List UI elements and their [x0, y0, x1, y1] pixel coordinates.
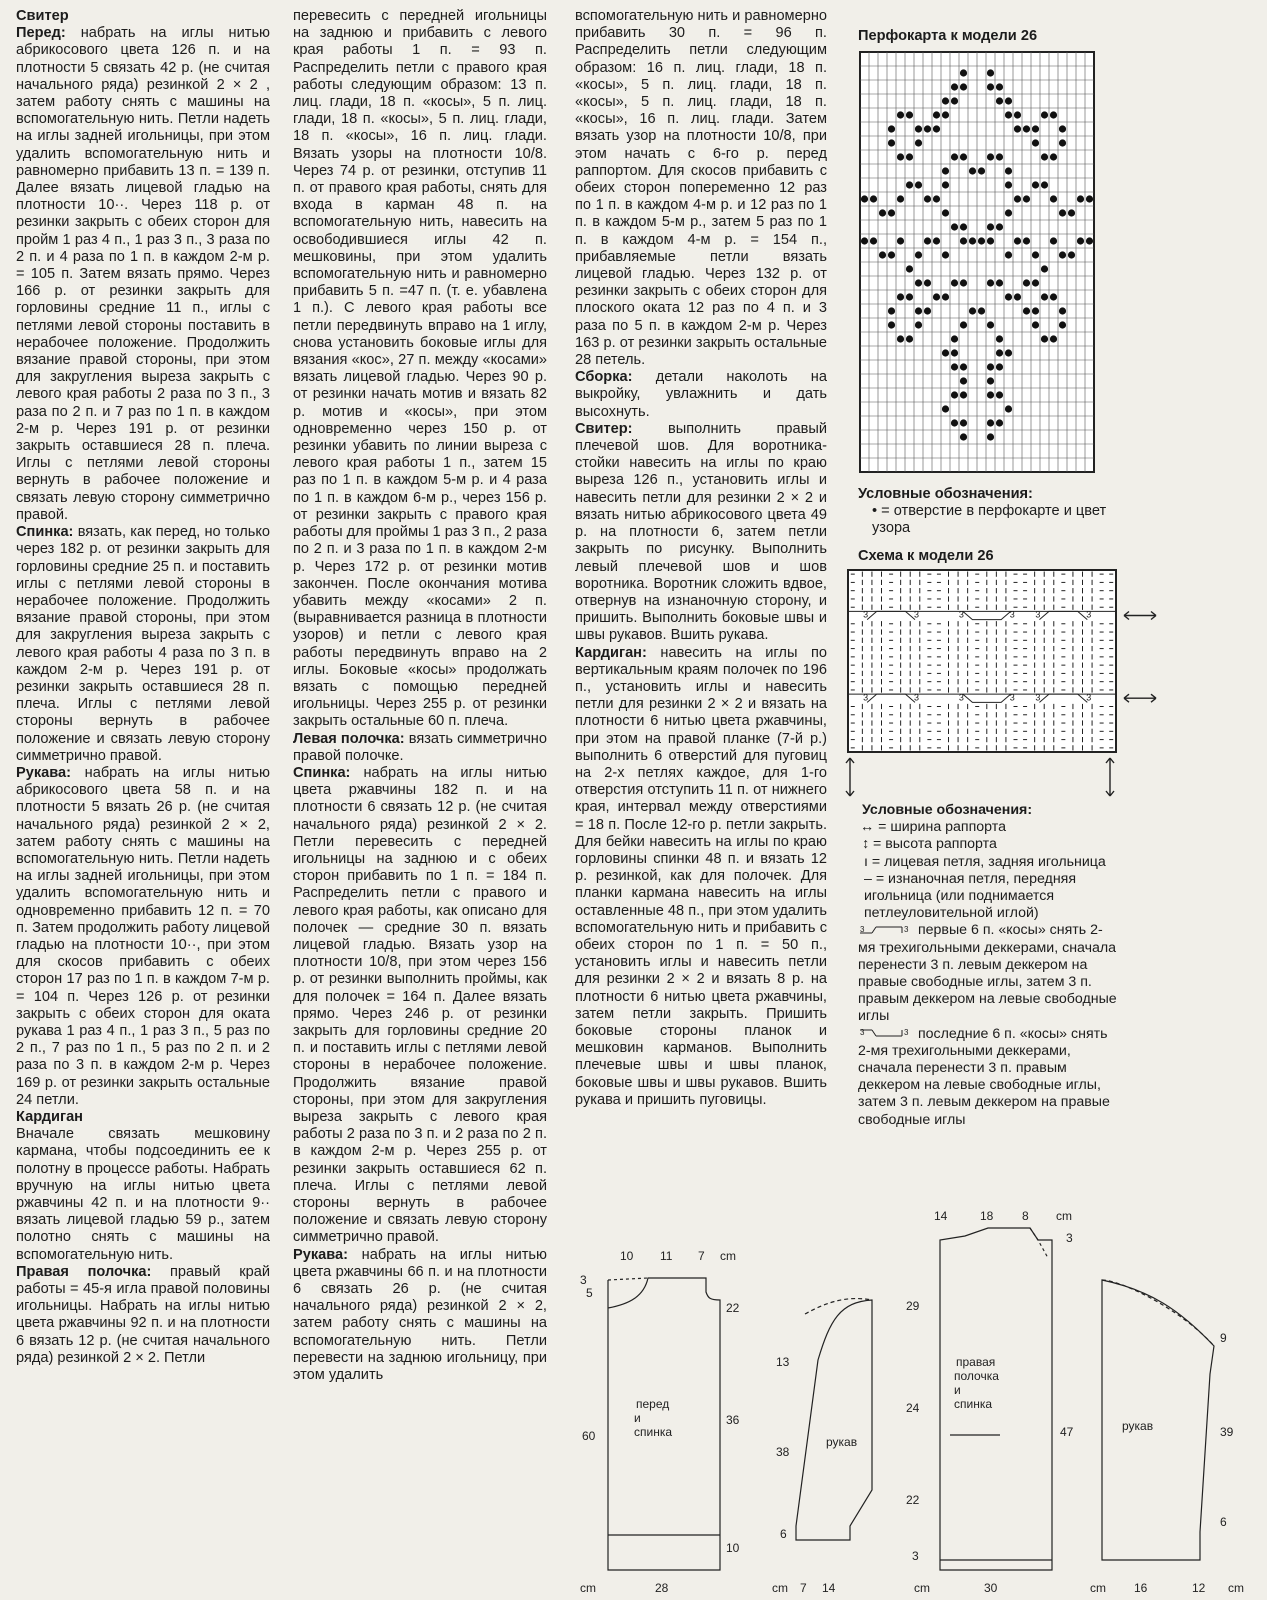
punch-hole: [1014, 237, 1021, 244]
sweater-left-dim-3: 60: [582, 1429, 596, 1443]
punch-hole: [996, 153, 1003, 160]
punch-hole: [1050, 335, 1057, 342]
punch-hole: [1005, 293, 1012, 300]
punch-hole: [1059, 307, 1066, 314]
punch-hole: [942, 97, 949, 104]
col1-heading: Рукава:: [16, 764, 72, 781]
cable-number: 3: [863, 692, 869, 703]
punch-hole: [987, 69, 994, 76]
punch-hole: [951, 349, 958, 356]
scheme-legend-title: Условные обозначения:: [862, 802, 1033, 818]
pattern-pieces: [560, 1200, 1267, 1600]
sleeve2-bottom-dim-unit-2: cm: [1228, 1581, 1244, 1595]
punch-hole: [960, 321, 967, 328]
punch-hole: [879, 251, 886, 258]
punch-hole: [1077, 237, 1084, 244]
col2-heading: Левая полочка:: [293, 730, 405, 747]
punch-hole: [897, 195, 904, 202]
punch-hole: [906, 181, 913, 188]
cardigan-left-dim-1: 29: [906, 1299, 920, 1313]
punch-hole: [915, 139, 922, 146]
col2-paragraph: [293, 8, 547, 731]
col1-paragraph: [16, 1264, 270, 1367]
cardigan-label-1: правая: [956, 1355, 996, 1369]
col2-heading: Рукава:: [293, 1246, 349, 1263]
punch-hole: [1050, 111, 1057, 118]
col3-text: выполнить правый плечевой шов. Для воротника-стойки навесить на иглы по краю выреза 126 п., установить иглы и навесить петли для резинки 2 × 2 и вязать нитью абрикосового цвета 49 р. на плотности 6, затем петли закрыть по рисунку. Выполнить левый плечевой шов и шов воротника. Воротник сложить вдвое, отвернув на изнаночную сторону, и пришить. Выполнить боковые швы и швы рукавов. Вшить рукава.: [575, 420, 827, 644]
cardigan-label-3: и: [954, 1383, 961, 1397]
repeat-height-arrow: [846, 758, 854, 796]
col3-paragraph: [575, 421, 827, 645]
sleeve2-bottom-dim-2: 12: [1192, 1581, 1206, 1595]
punch-hole: [1068, 209, 1075, 216]
punch-hole: [861, 237, 868, 244]
col1-paragraph: [16, 1126, 270, 1264]
punch-hole: [933, 125, 940, 132]
punch-hole: [933, 111, 940, 118]
col1-paragraph: [16, 524, 270, 765]
punch-hole: [1023, 307, 1030, 314]
column-2: [293, 8, 547, 1384]
punch-hole: [987, 83, 994, 90]
punch-hole: [1005, 251, 1012, 258]
punch-hole: [1068, 251, 1075, 258]
punch-hole: [996, 391, 1003, 398]
col1-text: правый край работы = 45-я игла правой половины игольницы. Набрать на иглы нитью цвета ржавчины 92 п. и на плотности 6 вязать 12 р. (не считая начального ряда) резинкой 2 × 2. Петли: [16, 1263, 270, 1366]
cardigan-label-4: спинка: [954, 1397, 993, 1411]
sleeve1-left-dim-2: 38: [776, 1445, 790, 1459]
col2-paragraph: [293, 731, 547, 765]
sweater-top-dim-unit: cm: [720, 1249, 736, 1263]
col3-paragraph: [575, 645, 827, 1109]
punch-hole: [870, 237, 877, 244]
sleeve1-left-dim-1: 13: [776, 1355, 790, 1369]
punch-hole: [1059, 139, 1066, 146]
punch-hole: [906, 335, 913, 342]
punch-hole: [942, 405, 949, 412]
col2-heading: Спинка:: [293, 764, 351, 781]
punch-hole: [933, 293, 940, 300]
legend-cable-last: [858, 1026, 1118, 1129]
punch-hole: [960, 223, 967, 230]
col2-text: перевесить с передней игольницы на заднюю и прибавить с левого края работы 1 п. = 93 п. Распределить петли с правого края работы следующим образом: 13 п. лиц. глади, 18 п. «косы», 5 п. лиц. глади, 18 п. «косы», 5 п. лиц. глади, 18 п. «косы», 16 п. лиц. глади. Вязать узоры на плотности 10/8. Через 74 р. от резинки, отступив 11 п. от правого края работы, снять для входа в карман 48 п. на вспомогательную нить, навесить на освободившиеся иглы 42 п. мешковины, при этом удалить вспомогательную нить и равномерно прибавить 5 п. =47 п. (т. е. убавлена 1 п.). С левого края работы все петли передвинуть вправо на 1 иглу, снова установить боковые иглы для вязания «кос», 27 п. между «косами» вязать лицевой гладью. Через 90 р. от резинки начать мотив и вязать 82 р. мотив и «косы», при этом одновременно через 150 р. от резинки убавить по линии выреза с левого края работы 1 п., затем 15 раз по 1 п. в каждом 5-м р. и 4 раза по 1 п. в каждом 6-м р., через 156 р. от резинки закрыть с правого края работы для проймы 1 раз 3 п., 2 раза по 2 п. и 3 раза по 1 п. в каждом 2-м р. Через 172 р. от резинки мотив закончен. После окончания мотива убавить между «косами» 2 п. (выравнивается разница в плотности узоров) и петли с левого края работы передвинуть вправо на 2 иглы. Боковые «косы» продолжать вязать с помощью передней игольницы. Через 255 р. от резинки закрыть остальные 60 п. плеча.: [293, 8, 547, 730]
cable-number: 3: [1035, 692, 1041, 703]
punch-hole: [987, 237, 994, 244]
punch-hole: [1005, 167, 1012, 174]
punch-hole: [897, 335, 904, 342]
punch-hole: [1032, 125, 1039, 132]
sleeve1-left-dim-3: 6: [780, 1527, 787, 1541]
sleeve2-bottom-dim-1: 16: [1134, 1581, 1148, 1595]
punch-hole: [978, 237, 985, 244]
punch-hole: [942, 293, 949, 300]
punch-hole: [933, 195, 940, 202]
cable-number: 3: [1035, 609, 1041, 620]
punch-hole: [942, 251, 949, 258]
punch-hole: [1041, 111, 1048, 118]
punch-hole: [1041, 153, 1048, 160]
punch-hole: [960, 237, 967, 244]
col3-heading: Свитер:: [575, 420, 633, 437]
repeat-width-arrow: [1124, 612, 1156, 620]
punch-hole: [978, 167, 985, 174]
sweater-left-dim-1: 3: [580, 1273, 587, 1287]
cable-number: 3: [914, 692, 920, 703]
punchcard-legend-item: • = отверстие в перфокарте и цвет узора: [872, 503, 1107, 537]
legend-repeat-height: ↕ = высота раппорта: [862, 836, 997, 853]
cardigan-left-dim-2: 24: [906, 1401, 920, 1415]
col2-paragraph: [293, 765, 547, 1247]
punch-hole: [960, 363, 967, 370]
punch-hole: [1041, 293, 1048, 300]
sweater-sleeve-outline: [796, 1300, 872, 1540]
col1-heading: Правая полочка:: [16, 1263, 152, 1280]
punch-hole: [906, 153, 913, 160]
legend-repeat-width: ↔ = ширина раппорта: [860, 819, 1006, 836]
punch-hole: [1050, 293, 1057, 300]
cardigan-bottom-dim-1: 30: [984, 1581, 998, 1595]
col1-text: набрать на иглы нитью абрикосового цвета 58 п. и на плотности 5 вязать 26 р. (не считая начального ряда) резинкой 2 × 2, затем работу снять с машины на вспомогательную нить. Петли надеть на иглы задней игольницы, при этом удалить вспомогательную нить и одновременно прибавить 12 п. = 70 п. Затем продолжить работу лицевой гладью на плотности 10··, при этом для скосов прибавить с обеих сторон 17 раз по 1 п. в каждом 7-м р. = 104 п. Через 126 р. от резинки закрыть с обеих сторон для оката рукава 1 раз 4 п., 1 раз 3 п., 5 раз по 2 п., 7 раз по 1 п., 5 раз по 2 п. и 2 раза по 3 п. в каждом 2-м р. Через 169 р. от резинки закрыть остальные 24 петли.: [16, 764, 270, 1108]
cable-number: 3: [863, 609, 869, 620]
punch-hole: [924, 279, 931, 286]
punch-hole: [897, 153, 904, 160]
punch-hole: [960, 153, 967, 160]
cable-number: 3: [1086, 692, 1092, 703]
punch-hole: [987, 321, 994, 328]
punch-hole: [996, 83, 1003, 90]
punch-hole: [987, 391, 994, 398]
sweater-bottom-dim-unit: cm: [580, 1581, 596, 1595]
sweater-label-3: спинка: [634, 1425, 673, 1439]
sweater-body-outline: [608, 1278, 720, 1570]
punch-hole: [1059, 321, 1066, 328]
punch-hole: [1059, 251, 1066, 258]
scheme-chart: [838, 568, 1158, 804]
punch-hole: [888, 125, 895, 132]
punch-hole: [987, 363, 994, 370]
punch-hole: [951, 83, 958, 90]
col1-text: набрать на иглы нитью абрикосового цвета 126 п. и на плотности 5 связать 42 р. (не считая начального ряда) резинкой 2 × 2 , затем работу снять с машины на вспомогательную нить. Петли надеть на иглы задней игольницы, при этом удалить вспомогательную нить и равномерно прибавить 13 п. = 139 п. Далее вязать лицевой гладью на плотности 10··. Через 118 р. от резинки закрыть с обеих сторон для пройм 1 раз 4 п., 1 раз 3 п., 3 раза по 2 п. и 4 раза по 1 п. в каждом 2-м р. = 105 п. Затем вязать прямо. Через 166 р. от резинки закрыть для горловины средние 11 п., иглы с петлями левой стороны поставить в нерабочее положение. Продолжить вязание правой стороны, при этом для закругления выреза закрыть с левого края работы 2 раза по 3 п., 3 раза по 2 п. и 7 раз по 1 п. в каждом 2-м р. Через 191 р. от резинки закрыть оставшиеся 28 п. плеча. Иглы с петлями левой стороны вернуть в рабочее положение и связать левую сторону симметрично правой.: [16, 25, 270, 523]
col1-text: вязать, как перед, но только через 182 р. от резинки закрыть для горловины средние 25 п. и поставить иглы с петлями левой стороны в нерабочее положение. Продолжить вязание правой стороны, при этом для закругления выреза закрыть с левого края работы 4 раза по 3 п. в каждом 2-м р. Через 191 р. от резинки закрыть оставшиеся 28 п. плеча. Иглы с петлями левой стороны вернуть в рабочее положение и связать левую сторону симметрично правой.: [16, 524, 270, 764]
punch-hole: [942, 209, 949, 216]
punch-hole: [987, 433, 994, 440]
cable-right-symbol: [858, 1027, 914, 1041]
cable-number: 3: [1009, 609, 1015, 620]
punch-hole: [1014, 125, 1021, 132]
punch-hole: [888, 251, 895, 258]
legend-cable-first: [858, 922, 1118, 1025]
col1-paragraph: [16, 8, 270, 25]
punch-hole: [1032, 321, 1039, 328]
column-1: [16, 8, 270, 1367]
sweater-top-dim-1: 10: [620, 1249, 634, 1263]
punch-hole: [861, 195, 868, 202]
cardigan-left-dim-4: 3: [912, 1549, 919, 1563]
punch-hole: [951, 391, 958, 398]
sweater-top-dim-3: 7: [698, 1249, 705, 1263]
punch-hole: [915, 125, 922, 132]
sweater-top-dim-2: 11: [660, 1249, 673, 1263]
punch-hole: [951, 419, 958, 426]
punch-hole: [960, 83, 967, 90]
punch-hole: [951, 363, 958, 370]
punch-hole: [942, 111, 949, 118]
punch-hole: [1005, 111, 1012, 118]
punch-hole: [996, 363, 1003, 370]
sleeve1-bottom-dim-2: 14: [822, 1581, 836, 1595]
cable-right-number-a: 3: [860, 1027, 865, 1037]
sleeve2-label: рукав: [1122, 1419, 1154, 1433]
col3-text: навесить на иглы по вертикальным краям полочек по 196 п., установить иглы и навесить петли для резинки 2 × 2 и вязать на плотности 6 нитью цвета ржавчины, при этом на правой планке (7-й р.) выполнить 6 отверстий для пуговиц на 2-х петлях каждое, для 1-го отверстия отступить 11 п. от нижнего края, интервал между отверстиями = 18 п. После 12-го р. петли закрыть. Для бейки навесить на иглы по краю горловины спинки 48 п. и вязать 12 р. резинкой, как для полочек. Для планки кармана навесить на иглы оставленные 48 п., при этом удалить вспомогательную нить и прибавить с обеих сторон по 1 п. = 50 п., установить иглы и навесить петли для резинки 2 × 2 и вязать 8 р. на плотности 6 нитью цвета ржавчины, затем петли закрыть. Пришить боковые стороны планок и мешковин карманов. Выполнить плечевые швы и швы планок, боковые швы и швы рукавов. Вшить рукава и пришить пуговицы.: [575, 644, 827, 1108]
sleeve2-bottom-dim-unit: cm: [1090, 1581, 1106, 1595]
punch-hole: [906, 293, 913, 300]
punch-hole: [897, 293, 904, 300]
cable-left-number-a: 3: [860, 924, 865, 934]
punch-hole: [915, 181, 922, 188]
sleeve1-label: рукав: [826, 1435, 858, 1449]
punch-hole: [969, 237, 976, 244]
sweater-right-dim-2: 36: [726, 1413, 740, 1427]
punch-hole: [1086, 237, 1093, 244]
punch-hole: [897, 237, 904, 244]
sweater-label-2: и: [634, 1411, 641, 1425]
cardigan-top-dim-3: 8: [1022, 1209, 1029, 1223]
col2-paragraph: [293, 1247, 547, 1385]
legend-knit-stitch: ı = лицевая петля, задняя игольница: [864, 853, 1106, 870]
punch-hole: [933, 237, 940, 244]
col2-text: набрать на иглы нитью цвета ржавчины 66 п. и на плотности 6 связать 26 р. (не считая начального ряда) резинкой 2 × 2, затем работу снять с машины на вспомогательную нить. Петли перевести на заднюю игольницу, при этом удалить: [293, 1246, 547, 1384]
punch-hole: [942, 349, 949, 356]
sweater-right-dim-1: 22: [726, 1301, 740, 1315]
punch-hole: [1032, 279, 1039, 286]
punchcard-grid: [858, 50, 1098, 480]
punch-hole: [987, 419, 994, 426]
punch-hole: [1014, 293, 1021, 300]
col1-paragraph: [16, 25, 270, 524]
punch-hole: [951, 335, 958, 342]
cable-number: 3: [958, 609, 964, 620]
cardigan-top-dim-1: 14: [934, 1209, 948, 1223]
punch-hole: [906, 265, 913, 272]
punch-hole: [951, 153, 958, 160]
col1-heading: Кардиган: [16, 1109, 83, 1125]
punch-hole: [924, 125, 931, 132]
punch-hole: [960, 377, 967, 384]
sleeve2-right-dim-1: 9: [1220, 1331, 1227, 1345]
punch-hole: [924, 195, 931, 202]
column-3: [575, 8, 827, 1109]
punch-hole: [1077, 195, 1084, 202]
punchcard-title: Перфокарта к модели 26: [858, 28, 1038, 44]
col1-heading: Перед:: [16, 25, 66, 42]
legend-cable-last-text: последние 6 п. «косы» снять 2-мя трехигольными деккерами, сначала перенести 3 п. правым деккером на левые свободные иглы, затем 3 п. левым деккером на правые свободные иглы: [858, 1025, 1110, 1128]
punch-hole: [1023, 279, 1030, 286]
punch-hole: [1032, 139, 1039, 146]
punch-hole: [1023, 237, 1030, 244]
punch-hole: [996, 223, 1003, 230]
punch-hole: [915, 251, 922, 258]
sleeve1-bottom-dim-unit: cm: [772, 1581, 788, 1595]
punch-hole: [906, 111, 913, 118]
punch-hole: [1005, 209, 1012, 216]
col3-heading: Кардиган:: [575, 644, 647, 661]
cable-right-number-b: 3: [904, 1027, 909, 1037]
punch-hole: [978, 307, 985, 314]
punch-hole: [996, 349, 1003, 356]
punch-hole: [1005, 349, 1012, 356]
punch-hole: [888, 307, 895, 314]
col2-text: вязать симметрично правой полочке.: [293, 730, 547, 764]
cardigan-left-dim-3: 22: [906, 1493, 920, 1507]
punch-hole: [1059, 209, 1066, 216]
punch-hole: [1023, 195, 1030, 202]
punch-hole: [960, 279, 967, 286]
punch-hole: [996, 97, 1003, 104]
punch-hole: [996, 335, 1003, 342]
punch-hole: [888, 139, 895, 146]
repeat-width-arrow: [1124, 694, 1156, 702]
punch-hole: [1023, 125, 1030, 132]
col3-text: вспомогательную нить и равномерно прибавить 30 п. = 96 п. Распределить петли следующим образом: 16 п. лиц. глади, 18 п. «косы», 5 п. лиц. глади, 18 п. «косы», 5 п. лиц. глади, 18 п. «косы», 16 п. лиц. глади. Затем вязать узор на плотности 10/8, при этом начать с 6-го р. перед раппортом. Для скосов прибавить с обеих сторон попеременно 12 раз по 1 п. в каждом 4-м р. и 12 раз по 1 п. в каждом 5-м р., затем 5 раз по 1 п. в каждом 4-м р. = 154 п., прибавляемые петли вязать лицевой гладью. Через 132 р. от резинки закрыть с обеих сторон для плоского оката 12 раз по 4 п. и 3 раза по 5 п. в каждом 2-м р. Через 163 р. от резинки закрыть остальные 28 петель.: [575, 8, 827, 369]
col1-paragraph: [16, 765, 270, 1109]
punch-hole: [1005, 405, 1012, 412]
punch-hole: [996, 419, 1003, 426]
punch-hole: [870, 195, 877, 202]
punch-hole: [1050, 153, 1057, 160]
punch-hole: [1005, 181, 1012, 188]
sweater-left-dim-2: 5: [586, 1286, 593, 1300]
punch-hole: [1059, 125, 1066, 132]
punch-hole: [879, 209, 886, 216]
sweater-body-neck: [608, 1278, 648, 1280]
cardigan-top-dim-2: 18: [980, 1209, 994, 1223]
punch-hole: [996, 279, 1003, 286]
scheme-title: Схема к модели 26: [858, 548, 994, 564]
punch-hole: [960, 419, 967, 426]
punch-hole: [897, 111, 904, 118]
punch-hole: [969, 307, 976, 314]
legend-cable-first-text: первые 6 п. «косы» снять 2-мя трехигольными деккерами, сначала перенести 3 п. левым деккером на правые свободные иглы, затем 3 п. правым деккером на левые свободные иглы: [858, 922, 1117, 1025]
col1-heading: Свитер: [16, 8, 69, 24]
punch-hole: [1041, 265, 1048, 272]
cardigan-right-dim-1: 3: [1066, 1231, 1073, 1245]
punch-hole: [942, 167, 949, 174]
punch-hole: [1032, 181, 1039, 188]
punch-hole: [915, 307, 922, 314]
col3-text: детали наколоть на выкройку, увлажнить и дать высохнуть.: [575, 369, 827, 420]
punch-hole: [1014, 111, 1021, 118]
cardigan-label-2: полочка: [954, 1369, 999, 1383]
cable-left-number-b: 3: [904, 924, 909, 934]
punchcard-legend-title: Условные обозначения:: [858, 486, 1033, 502]
col3-paragraph: [575, 369, 827, 421]
punch-hole: [915, 279, 922, 286]
cable-number: 3: [1009, 692, 1015, 703]
punch-hole: [960, 69, 967, 76]
punch-hole: [987, 153, 994, 160]
punch-hole: [888, 209, 895, 216]
cable-left-symbol: [858, 924, 914, 938]
punch-hole: [1041, 181, 1048, 188]
col2-text: набрать на иглы нитью цвета ржавчины 182 п. и на плотности 6 связать 12 р. (не считая начального ряда) резинкой 2 × 2. Петли перевесить с передней игольницы на заднюю и с обеих сторон прибавить по 1 п. = 184 п. Распределить петли с правого и левого края работы, как описано для полочек — средние 30 п. вязать лицевой гладью. Вязать узор на плотности 10/8, при этом через 156 р. от резинки выполнить проймы, как для полочек = 164 п. Далее вязать прямо. Через 246 р. от резинки закрыть для горловины средние 20 п. и поставить иглы с петлями левой стороны в нерабочее положение. Продолжить вязание правой стороны, при этом для закругления выреза закрыть с левого края работы 2 раза по 3 п. и 2 раза по 2 п. в каждом 2-м р. Через 255 р. от резинки закрыть оставшиеся 62 п. плеча. Иглы с петлями левой стороны вернуть в рабочее положение и связать левую сторону симметрично правой.: [293, 764, 547, 1246]
punch-hole: [960, 433, 967, 440]
punch-hole: [951, 223, 958, 230]
punch-hole: [951, 279, 958, 286]
col1-heading: Спинка:: [16, 524, 74, 541]
punch-hole: [987, 279, 994, 286]
punch-hole: [969, 167, 976, 174]
cable-number: 3: [1086, 609, 1092, 620]
punch-hole: [1032, 251, 1039, 258]
punch-hole: [1086, 195, 1093, 202]
punch-hole: [1050, 195, 1057, 202]
sweater-label-1: перед: [636, 1397, 670, 1411]
legend-purl-stitch: – = изнаночная петля, передняя игольница (или поднимается петлеуловительной иглой): [864, 870, 1077, 922]
cable-number: 3: [958, 692, 964, 703]
punch-hole: [1032, 307, 1039, 314]
punch-hole: [924, 307, 931, 314]
punch-hole: [960, 391, 967, 398]
punch-hole: [987, 377, 994, 384]
sleeve2-right-dim-3: 6: [1220, 1515, 1227, 1529]
col1-text: Вначале связать мешковину кармана, чтобы подсоединить ее к полотну в процессе работы. Набрать вручную на иглы нитью цвета ржавчины 42 п. и на плотности 9·· вязать лицевой гладью 59 р., затем полотно снять с машины на вспомогательную нить.: [16, 1126, 270, 1263]
punch-hole: [1014, 195, 1021, 202]
sweater-right-dim-3: 10: [726, 1541, 740, 1555]
punch-hole: [924, 237, 931, 244]
cardigan-right-dim-2: 47: [1060, 1425, 1074, 1439]
punch-hole: [987, 223, 994, 230]
punch-hole: [915, 321, 922, 328]
punch-hole: [1041, 335, 1048, 342]
cable-number: 3: [914, 609, 920, 620]
cardigan-bottom-dim-unit: cm: [914, 1581, 930, 1595]
sleeve2-right-dim-2: 39: [1220, 1425, 1234, 1439]
cardigan-sleeve-outline: [1102, 1280, 1214, 1560]
sleeve1-bottom-dim-1: 7: [800, 1581, 807, 1595]
sweater-bottom-dim-1: 28: [655, 1581, 669, 1595]
col3-paragraph: [575, 8, 827, 369]
punch-hole: [888, 321, 895, 328]
punch-hole: [942, 181, 949, 188]
col3-heading: Сборка:: [575, 369, 633, 386]
col1-paragraph: [16, 1109, 270, 1126]
repeat-height-arrow: [1106, 758, 1114, 796]
cardigan-top-dim-unit: cm: [1056, 1209, 1072, 1223]
punch-hole: [951, 97, 958, 104]
punch-hole: [1050, 237, 1057, 244]
punch-hole: [1005, 97, 1012, 104]
